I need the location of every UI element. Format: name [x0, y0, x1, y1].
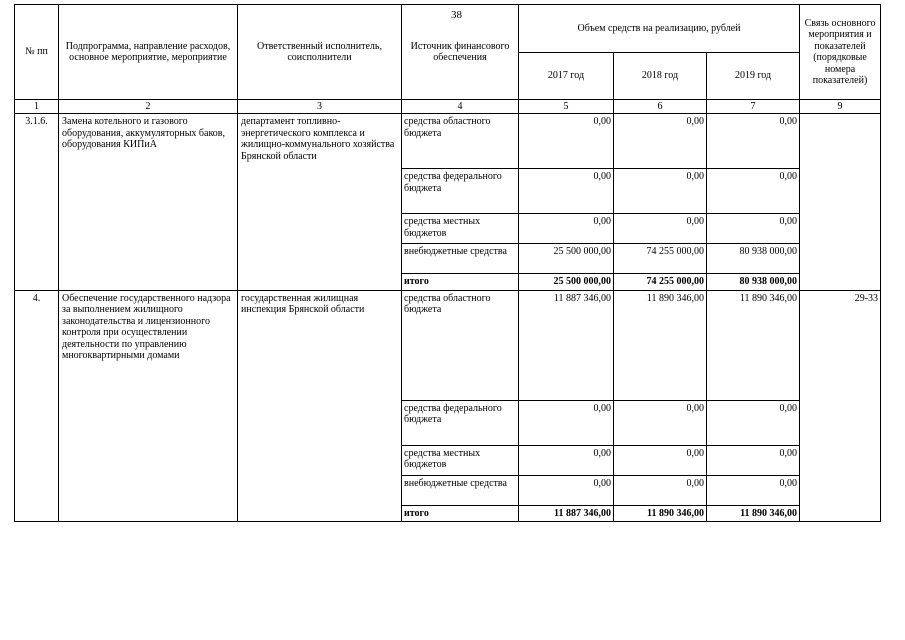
index-cell: 4: [402, 100, 519, 114]
value-2017: 0,00: [519, 445, 614, 475]
header-volume: Объем средств на реализацию, рублей: [519, 5, 800, 53]
value-2017: 0,00: [519, 169, 614, 214]
table-row: [15, 114, 881, 169]
row-executor: государственная жилищная инспекция Брянской области: [238, 290, 402, 522]
value-2017: 0,00: [519, 400, 614, 445]
row-source: средства федерального бюджета: [402, 400, 519, 445]
row-executor: департамент топливно-энергетического комплекса и жилищно-коммунального хозяйства Брянской области: [238, 114, 402, 291]
index-cell: 6: [614, 100, 707, 114]
row-source: средства областного бюджета: [402, 290, 519, 400]
index-cell: 9: [800, 100, 881, 114]
index-cell: 3: [238, 100, 402, 114]
value-2019: 0,00: [707, 169, 800, 214]
value-2018: 0,00: [614, 114, 707, 169]
row-program: Замена котельного и газового оборудования, аккумуляторных баков, оборудования КИПиА: [59, 114, 238, 291]
value-2017: 0,00: [519, 475, 614, 505]
value-2019: 0,00: [707, 475, 800, 505]
row-source: средства местных бюджетов: [402, 214, 519, 244]
total-2019: 80 938 000,00: [707, 274, 800, 291]
value-2017: 0,00: [519, 214, 614, 244]
value-2019: 0,00: [707, 400, 800, 445]
table-row: [15, 290, 881, 400]
header-program: Подпрограмма, направление расходов, основное мероприятие, мероприятие: [59, 5, 238, 100]
budget-table: [14, 4, 881, 522]
column-index-row: [15, 100, 881, 114]
index-cell: 1: [15, 100, 59, 114]
row-source: средства местных бюджетов: [402, 445, 519, 475]
header-year-2017: 2017 год: [519, 53, 614, 100]
total-2017: 25 500 000,00: [519, 274, 614, 291]
row-source: средства федерального бюджета: [402, 169, 519, 214]
value-2017: 0,00: [519, 114, 614, 169]
header-row: [15, 5, 881, 53]
value-2018: 11 890 346,00: [614, 290, 707, 400]
row-link: [800, 114, 881, 291]
value-2018: 0,00: [614, 475, 707, 505]
row-number: 3.1.6.: [15, 114, 59, 291]
header-year-2019: 2019 год: [707, 53, 800, 100]
row-source: средства областного бюджета: [402, 114, 519, 169]
total-2017: 11 887 346,00: [519, 505, 614, 522]
value-2018: 0,00: [614, 445, 707, 475]
value-2018: 0,00: [614, 400, 707, 445]
value-2017: 25 500 000,00: [519, 244, 614, 274]
row-source: внебюджетные средства: [402, 244, 519, 274]
index-cell: 2: [59, 100, 238, 114]
row-source-total: итого: [402, 274, 519, 291]
value-2018: 0,00: [614, 169, 707, 214]
value-2019: 80 938 000,00: [707, 244, 800, 274]
row-number: 4.: [15, 290, 59, 522]
page-number: 38: [451, 9, 462, 21]
header-year-2018: 2018 год: [614, 53, 707, 100]
index-cell: 7: [707, 100, 800, 114]
header-link: Связь основного мероприятия и показателей (порядковые номера показателей): [800, 5, 881, 100]
value-2019: 0,00: [707, 214, 800, 244]
value-2019: 11 890 346,00: [707, 290, 800, 400]
row-source-total: итого: [402, 505, 519, 522]
total-2019: 11 890 346,00: [707, 505, 800, 522]
total-2018: 11 890 346,00: [614, 505, 707, 522]
row-program: Обеспечение государственного надзора за выполнением жилищного законодательства и лицензионного контроля при осуществлении деятельности по управлению многоквартирными домами: [59, 290, 238, 522]
row-source: внебюджетные средства: [402, 475, 519, 505]
header-executor: Ответственный исполнитель, соисполнители: [238, 5, 402, 100]
value-2018: 0,00: [614, 214, 707, 244]
index-cell: 5: [519, 100, 614, 114]
header-num: № пп: [15, 5, 59, 100]
header-source: Источник финансового обеспечения: [402, 5, 519, 100]
value-2017: 11 887 346,00: [519, 290, 614, 400]
value-2019: 0,00: [707, 114, 800, 169]
row-link: 29-33: [800, 290, 881, 522]
total-2018: 74 255 000,00: [614, 274, 707, 291]
value-2018: 74 255 000,00: [614, 244, 707, 274]
value-2019: 0,00: [707, 445, 800, 475]
